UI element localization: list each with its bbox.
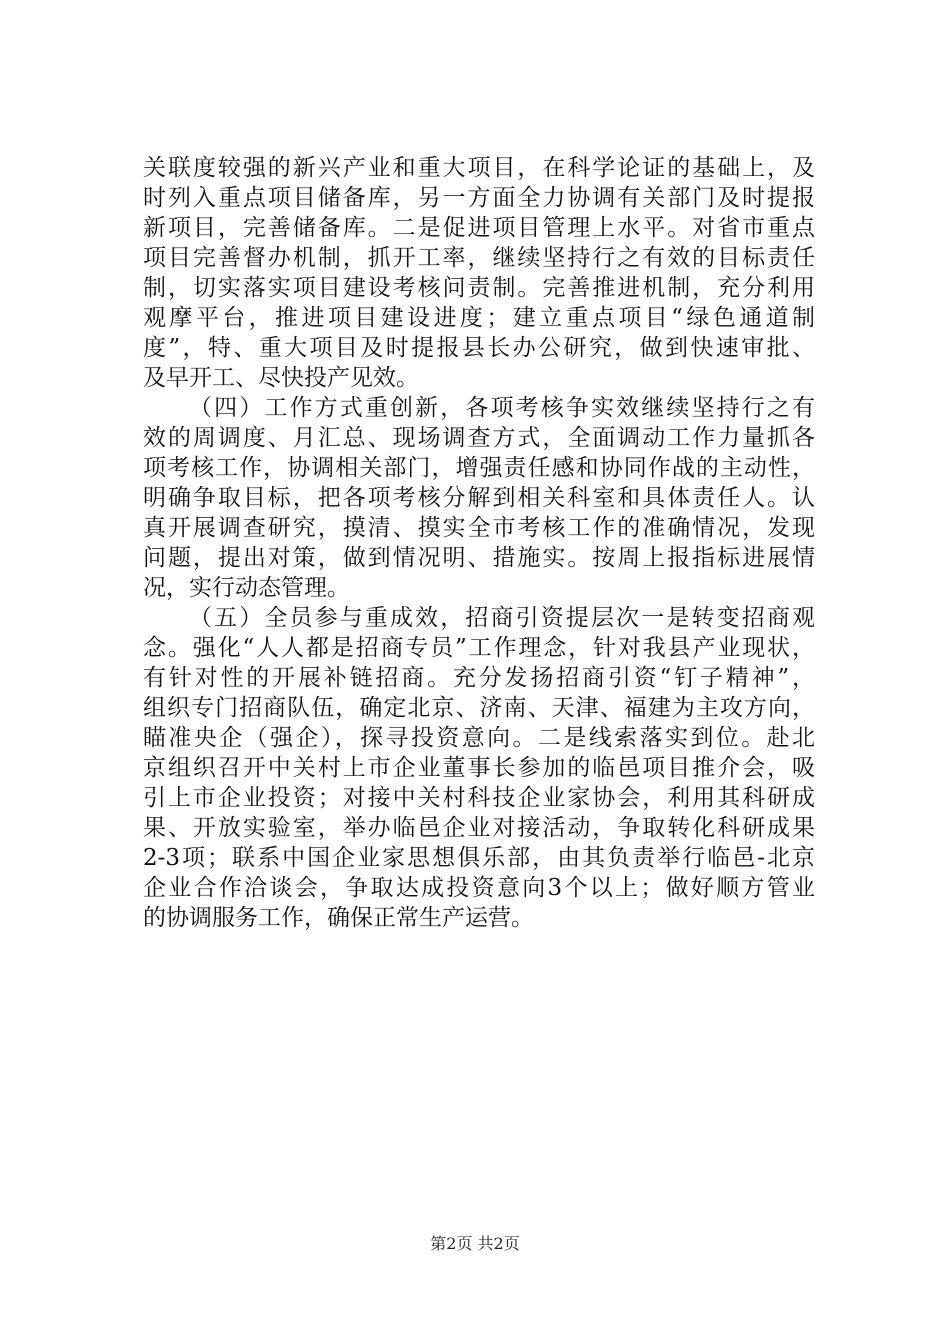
text-line: 项考核工作，协调相关部门，增强责任感和协同作战的主动性， <box>143 455 815 481</box>
text-line: 及早开工、尽快投产见效。 <box>143 365 419 391</box>
text-line: 果、开放实验室，举办临邑企业对接活动，争取转化科研成果 <box>143 815 815 841</box>
text-line: 2-3项；联系中国企业家思想俱乐部，由其负责举行临邑-北京 <box>143 845 815 871</box>
text-line: 况，实行动态管理。 <box>143 575 350 601</box>
text-line: 念。强化“人人都是招商专员”工作理念，针对我县产业现状， <box>143 635 815 661</box>
text-line: 效的周调度、月汇总、现场调查方式，全面调动工作力量抓各 <box>143 425 815 451</box>
text-line: 引上市企业投资；对接中关村科技企业家协会，利用其科研成 <box>143 785 815 811</box>
text-line: 关联度较强的新兴产业和重大项目，在科学论证的基础上，及 <box>143 155 815 181</box>
text-line: 真开展调查研究，摸清、摸实全市考核工作的准确情况，发现 <box>143 515 815 541</box>
text-line: 问题，提出对策，做到情况明、措施实。按周上报指标进展情 <box>143 545 815 571</box>
text-line: 度”，特、重大项目及时提报县长办公研究，做到快速审批、 <box>143 335 815 361</box>
text-line: 时列入重点项目储备库，另一方面全力协调有关部门及时提报 <box>143 185 815 211</box>
text-line: 有针对性的开展补链招商。充分发扬招商引资“钉子精神”， <box>143 665 815 691</box>
text-line: 制，切实落实项目建设考核问责制。完善推进机制，充分利用 <box>143 275 815 301</box>
text-line: 新项目，完善储备库。二是促进项目管理上水平。对省市重点 <box>143 215 815 241</box>
text-line: 明确争取目标，把各项考核分解到相关科室和具体责任人。认 <box>143 485 815 511</box>
page-number-footer: 第2页 共2页 <box>430 1234 520 1253</box>
text-line: 瞄准央企（强企），探寻投资意向。二是线索落实到位。赴北 <box>143 725 815 751</box>
text-line: 的协调服务工作，确保正常生产运营。 <box>143 905 534 931</box>
text-line: 企业合作洽谈会，争取达成投资意向3个以上；做好顺方管业 <box>143 875 815 901</box>
paragraph-start-line: （四）工作方式重创新，各项考核争实效继续坚持行之有 <box>189 395 815 421</box>
document-body <box>143 153 815 933</box>
text-line: 组织专门招商队伍，确定北京、济南、天津、福建为主攻方向， <box>143 695 815 721</box>
text-line: 项目完善督办机制，抓开工率，继续坚持行之有效的目标责任 <box>143 245 815 271</box>
text-line: 观摩平台，推进项目建设进度；建立重点项目“绿色通道制 <box>143 305 815 331</box>
text-line: 京组织召开中关村上市企业董事长参加的临邑项目推介会，吸 <box>143 755 815 781</box>
paragraph-start-line: （五）全员参与重成效，招商引资提层次一是转变招商观 <box>189 605 815 631</box>
